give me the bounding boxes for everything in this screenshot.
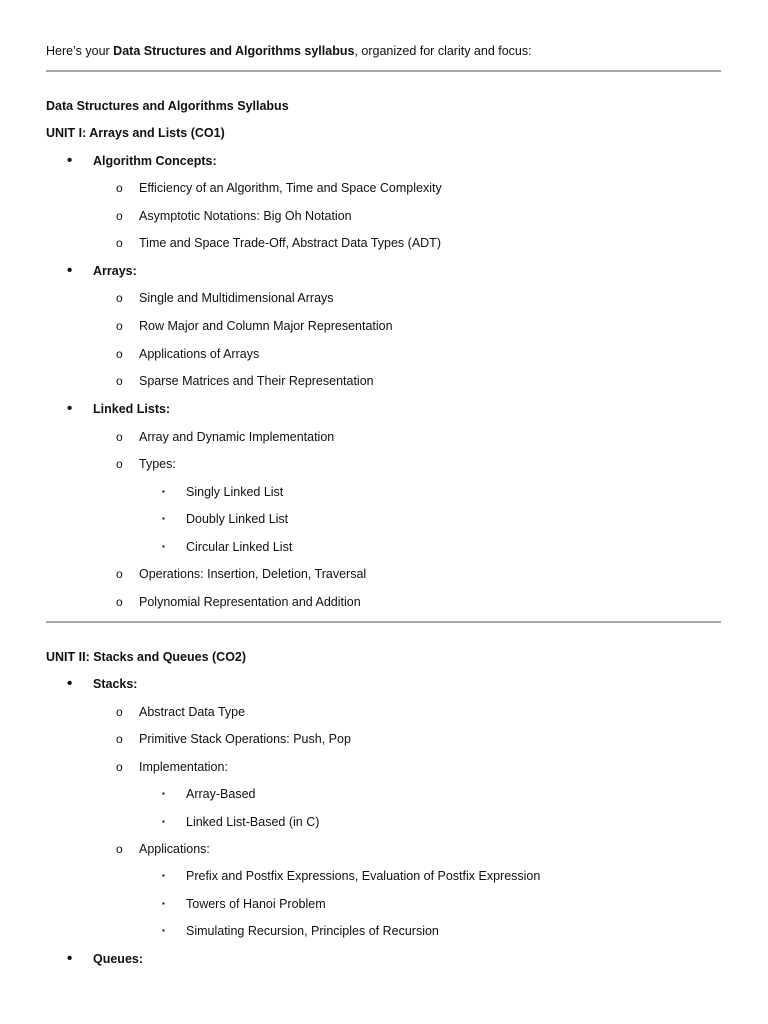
algo-label: Algorithm Concepts:: [93, 154, 217, 168]
list-item: Applications of Arrays: [139, 347, 260, 361]
bullet-icon: •: [67, 400, 73, 417]
list-item: Towers of Hanoi Problem: [186, 897, 326, 911]
queues-label: Queues:: [93, 952, 144, 966]
list-item: Operations: Insertion, Deletion, Traversal: [139, 567, 367, 581]
list-item: Applications:: [139, 842, 210, 856]
circle-bullet-icon: o: [116, 209, 123, 223]
circle-bullet-icon: o: [116, 430, 123, 444]
list-item: Single and Multidimensional Arrays: [139, 291, 334, 305]
arrays-label: Arrays:: [93, 264, 137, 278]
intro-bold: Data Structures and Algorithms syllabus: [113, 44, 355, 58]
list-item: Abstract Data Type: [139, 705, 246, 719]
list-item: Prefix and Postfix Expressions, Evaluation of Postfix Expression: [186, 869, 541, 883]
square-bullet-icon: ▪: [162, 899, 165, 908]
list-item: Asymptotic Notations: Big Oh Notation: [139, 209, 352, 223]
list-item: Sparse Matrices and Their Representation: [139, 374, 374, 388]
circle-bullet-icon: o: [116, 567, 123, 581]
square-bullet-icon: ▪: [162, 817, 165, 826]
list-item: Implementation:: [139, 760, 228, 774]
list-item: Types:: [139, 457, 176, 471]
bullet-icon: •: [67, 262, 73, 279]
bullet-icon: •: [67, 950, 73, 967]
circle-bullet-icon: o: [116, 181, 123, 195]
circle-bullet-icon: o: [116, 374, 123, 388]
circle-bullet-icon: o: [116, 760, 123, 774]
linked-label: Linked Lists:: [93, 402, 171, 416]
square-bullet-icon: ▪: [162, 871, 165, 880]
intro-text: [46, 43, 532, 59]
horizontal-rule: [46, 621, 721, 623]
circle-bullet-icon: o: [116, 842, 123, 856]
circle-bullet-icon: o: [116, 291, 123, 305]
bullet-icon: •: [67, 152, 73, 169]
list-item: Polynomial Representation and Addition: [139, 595, 361, 609]
stacks-label: Stacks:: [93, 677, 138, 691]
list-item: Circular Linked List: [186, 540, 293, 554]
circle-bullet-icon: o: [116, 347, 123, 361]
circle-bullet-icon: o: [116, 705, 123, 719]
horizontal-rule: [46, 70, 721, 72]
list-item: Simulating Recursion, Principles of Recursion: [186, 924, 439, 938]
list-item: Time and Space Trade-Off, Abstract Data Types (ADT): [139, 236, 441, 250]
unit2-heading: UNIT II: Stacks and Queues (CO2): [46, 650, 247, 664]
list-item: Linked List-Based (in C): [186, 815, 320, 829]
circle-bullet-icon: o: [116, 457, 123, 471]
list-item: Primitive Stack Operations: Push, Pop: [139, 732, 351, 746]
unit1-heading: UNIT I: Arrays and Lists (CO1): [46, 126, 225, 140]
square-bullet-icon: ▪: [162, 542, 165, 551]
list-item: Doubly Linked List: [186, 512, 289, 526]
list-item: Efficiency of an Algorithm, Time and Space Complexity: [139, 181, 442, 195]
doc-title: Data Structures and Algorithms Syllabus: [46, 99, 289, 113]
square-bullet-icon: ▪: [162, 514, 165, 523]
circle-bullet-icon: o: [116, 236, 123, 250]
circle-bullet-icon: o: [116, 319, 123, 333]
list-item: Array and Dynamic Implementation: [139, 430, 335, 444]
square-bullet-icon: ▪: [162, 789, 165, 798]
list-item: Array-Based: [186, 787, 256, 801]
bullet-icon: •: [67, 675, 73, 692]
list-item: Row Major and Column Major Representation: [139, 319, 393, 333]
list-item: Singly Linked List: [186, 485, 284, 499]
intro-suffix: , organized for clarity and focus:: [354, 44, 532, 58]
square-bullet-icon: ▪: [162, 487, 165, 496]
circle-bullet-icon: o: [116, 732, 123, 746]
square-bullet-icon: ▪: [162, 926, 165, 935]
circle-bullet-icon: o: [116, 595, 123, 609]
intro-prefix: Here’s your: [46, 44, 114, 58]
